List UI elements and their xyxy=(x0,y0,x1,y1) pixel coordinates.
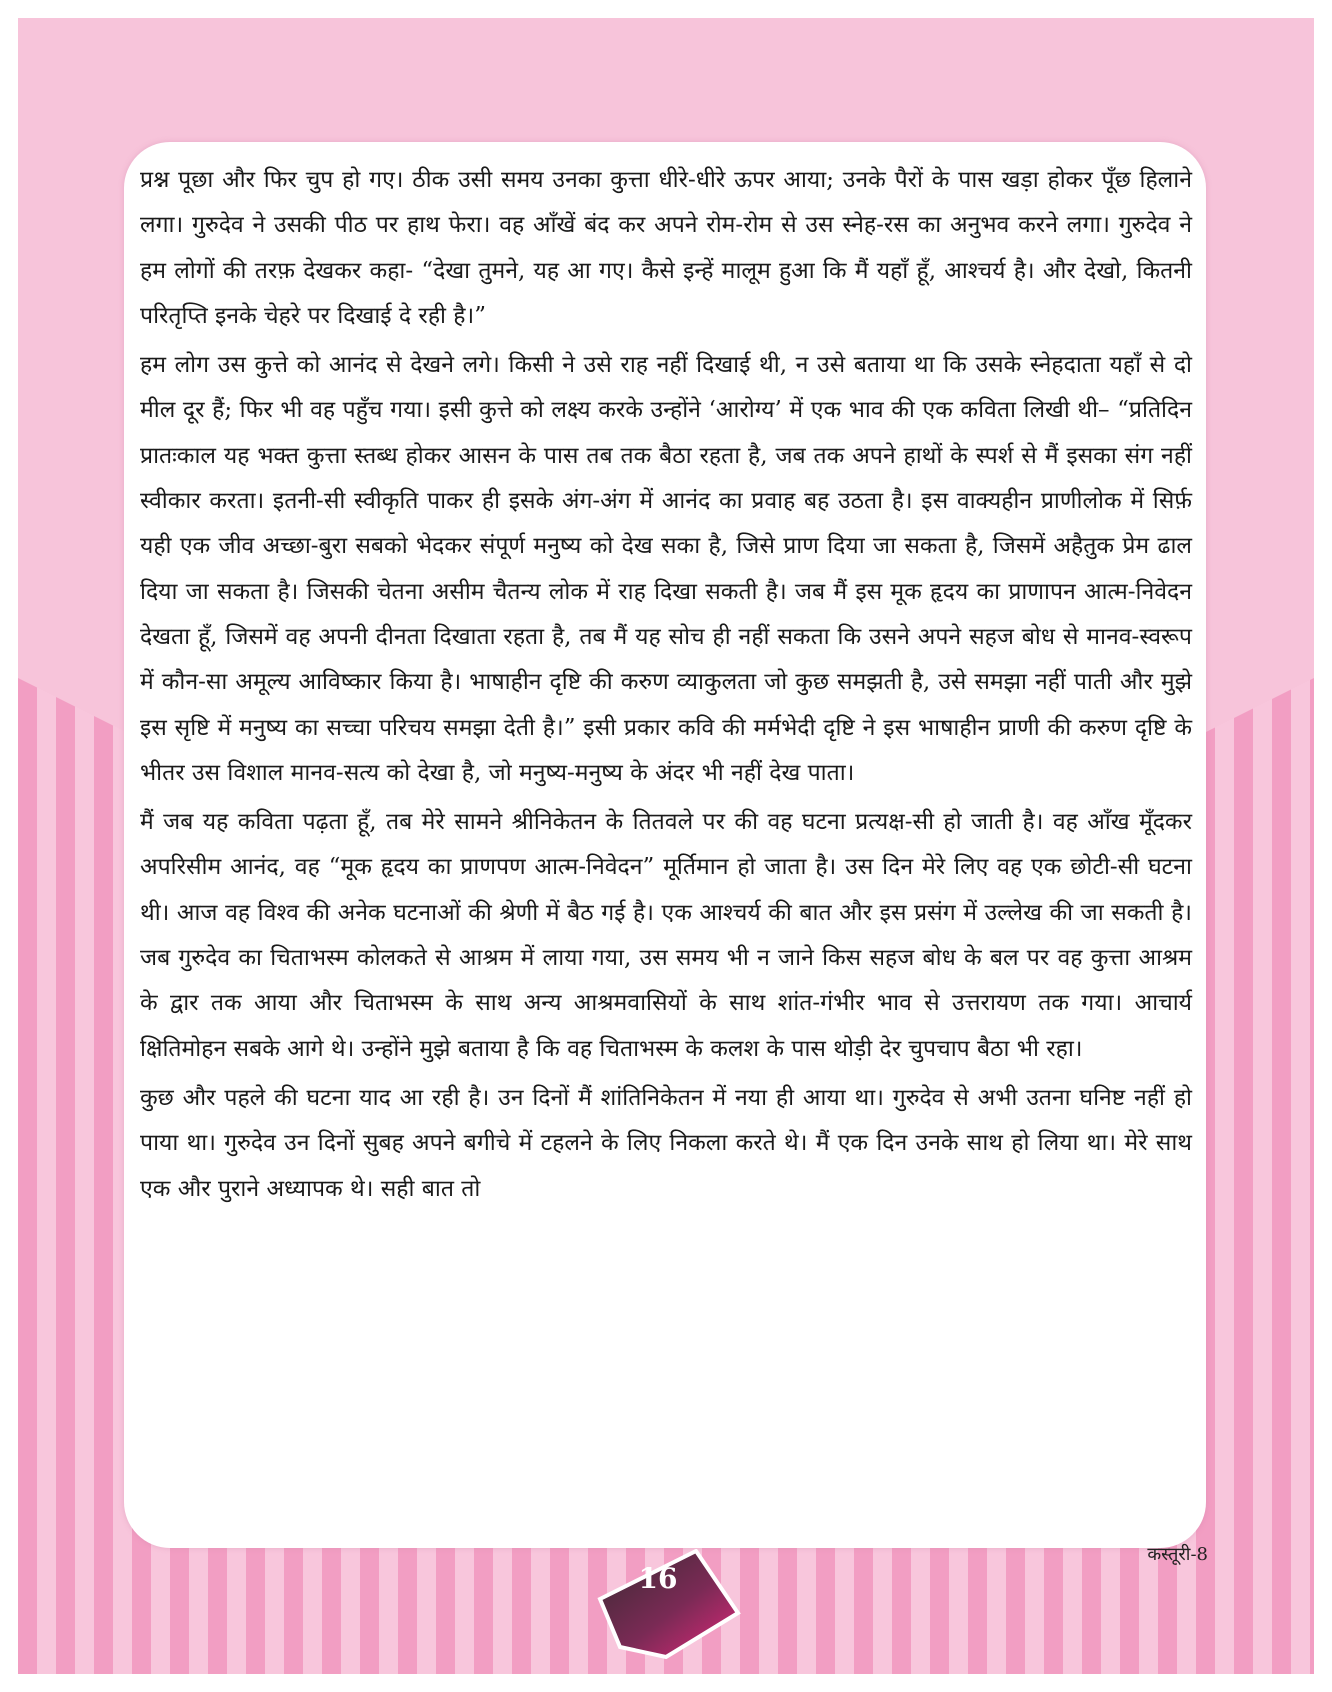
page-number: 16 xyxy=(638,1562,678,1595)
text-panel xyxy=(124,142,1206,1548)
book-label: कस्तूरी-8 xyxy=(1147,1544,1208,1565)
paragraph-4: कुछ और पहले की घटना याद आ रही है। उन दिनों मैं शांतिनिकेतन में नया ही आया था। गुरुदेव से अभी उतना घनिष्ट नहीं हो पाया था। गुरुदेव उन दिनों सुबह अपने बगीचे में टहलने के लिए निकला करते थे। मैं एक दिन उनके साथ हो लिया था। मेरे साथ एक और पुराने अध्यापक थे। सही बात तो xyxy=(140,1084,1192,1202)
paragraph-3: मैं जब यह कविता पढ़ता हूँ, तब मेरे सामने श्रीनिकेतन के तितवले पर की वह घटना प्रत्यक्ष-सी हो जाती है। वह आँख मूँदकर अपरिसीम आनंद, वह “मूक हृदय का प्राणपण आत्म-निवेदन” मूर्तिमान हो जाता है। उस दिन मेरे लिए वह एक छोटी-सी घटना थी। आज वह विश्व की अनेक घटनाओं की श्रेणी में बैठ गई है। एक आश्चर्य की बात और इस प्रसंग में उल्लेख की जा सकती है। जब गुरुदेव का चिताभस्म कोलकते से आश्रम में लाया गया, उस समय भी न जाने किस सहज बोध के बल पर वह कुत्ता आश्रम के द्वार तक आया और चिताभस्म के साथ अन्य आश्रमवासियों के साथ शांत-गंभीर भाव से उत्तरायण तक गया। आचार्य क्षितिमोहन सबके आगे थे। उन्होंने मुझे बताया है कि वह चिताभस्म के कलश के पास थोड़ी देर चुपचाप बैठा भी रहा। xyxy=(140,809,1192,1062)
paragraph-1: प्रश्न पूछा और फिर चुप हो गए। ठीक उसी समय उनका कुत्ता धीरे-धीरे ऊपर आया; उनके पैरों के पास खड़ा होकर पूँछ हिलाने लगा। गुरुदेव ने उसकी पीठ पर हाथ फेरा। वह आँखें बंद कर अपने रोम-रोम से उस स्नेह-रस का अनुभव करने लगा। गुरुदेव ने हम लोगों की तरफ़ देखकर कहा- “देखा तुमने, यह आ गए। कैसे इन्हें मालूम हुआ कि मैं यहाँ हूँ, आश्चर्य है। और देखो, कितनी परितृप्ति इनके चेहरे पर दिखाई दे रही है।” xyxy=(140,167,1192,329)
paragraph-2: हम लोग उस कुत्ते को आनंद से देखने लगे। किसी ने उसे राह नहीं दिखाई थी, न उसे बताया था कि उसके स्नेहदाता यहाँ से दो मील दूर हैं; फिर भी वह पहुँच गया। इसी कुत्ते को लक्ष्य करके उन्होंने ‘आरोग्य’ में एक भाव की एक कविता लिखी थी– “प्रतिदिन प्रातःकाल यह भक्त कुत्ता स्तब्ध होकर आसन के पास तब तक बैठा रहता है, जब तक अपने हाथों के स्पर्श से मैं इसका संग नहीं स्वीकार करता। इतनी-सी स्वीकृति पाकर ही इसके अंग-अंग में आनंद का प्रवाह बह उठता है। इस वाक्यहीन प्राणीलोक में सिर्फ़ यही एक जीव अच्छा-बुरा सबको भेदकर संपूर्ण मनुष्य को देख सका है, जिसे प्राण दिया जा सकता है, जिसमें अहैतुक प्रेम ढाल दिया जा सकता है। जिसकी चेतना असीम चैतन्य लोक में राह दिखा सकती है। जब मैं इस मूक हृदय का प्राणापन आत्म-निवेदन देखता हूँ, जिसमें वह अपनी दीनता दिखाता रहता है, तब मैं यह सोच ही नहीं सकता कि उसने अपने सहज बोध से मानव-स्वरूप में कौन-सा अमूल्य आविष्कार किया है। भाषाहीन दृष्टि की करुण व्याकुलता जो कुछ समझती है, उसे समझा नहीं पाती और मुझे इस सृष्टि में मनुष्य का सच्चा परिचय समझा देती है।” इसी प्रकार कवि की मर्मभेदी दृष्टि ने इस भाषाहीन प्राणी की करुण दृष्टि के भीतर उस विशाल मानव-सत्य को देखा है, जो मनुष्य-मनुष्य के अंदर भी नहीं देख पाता। xyxy=(140,352,1192,786)
